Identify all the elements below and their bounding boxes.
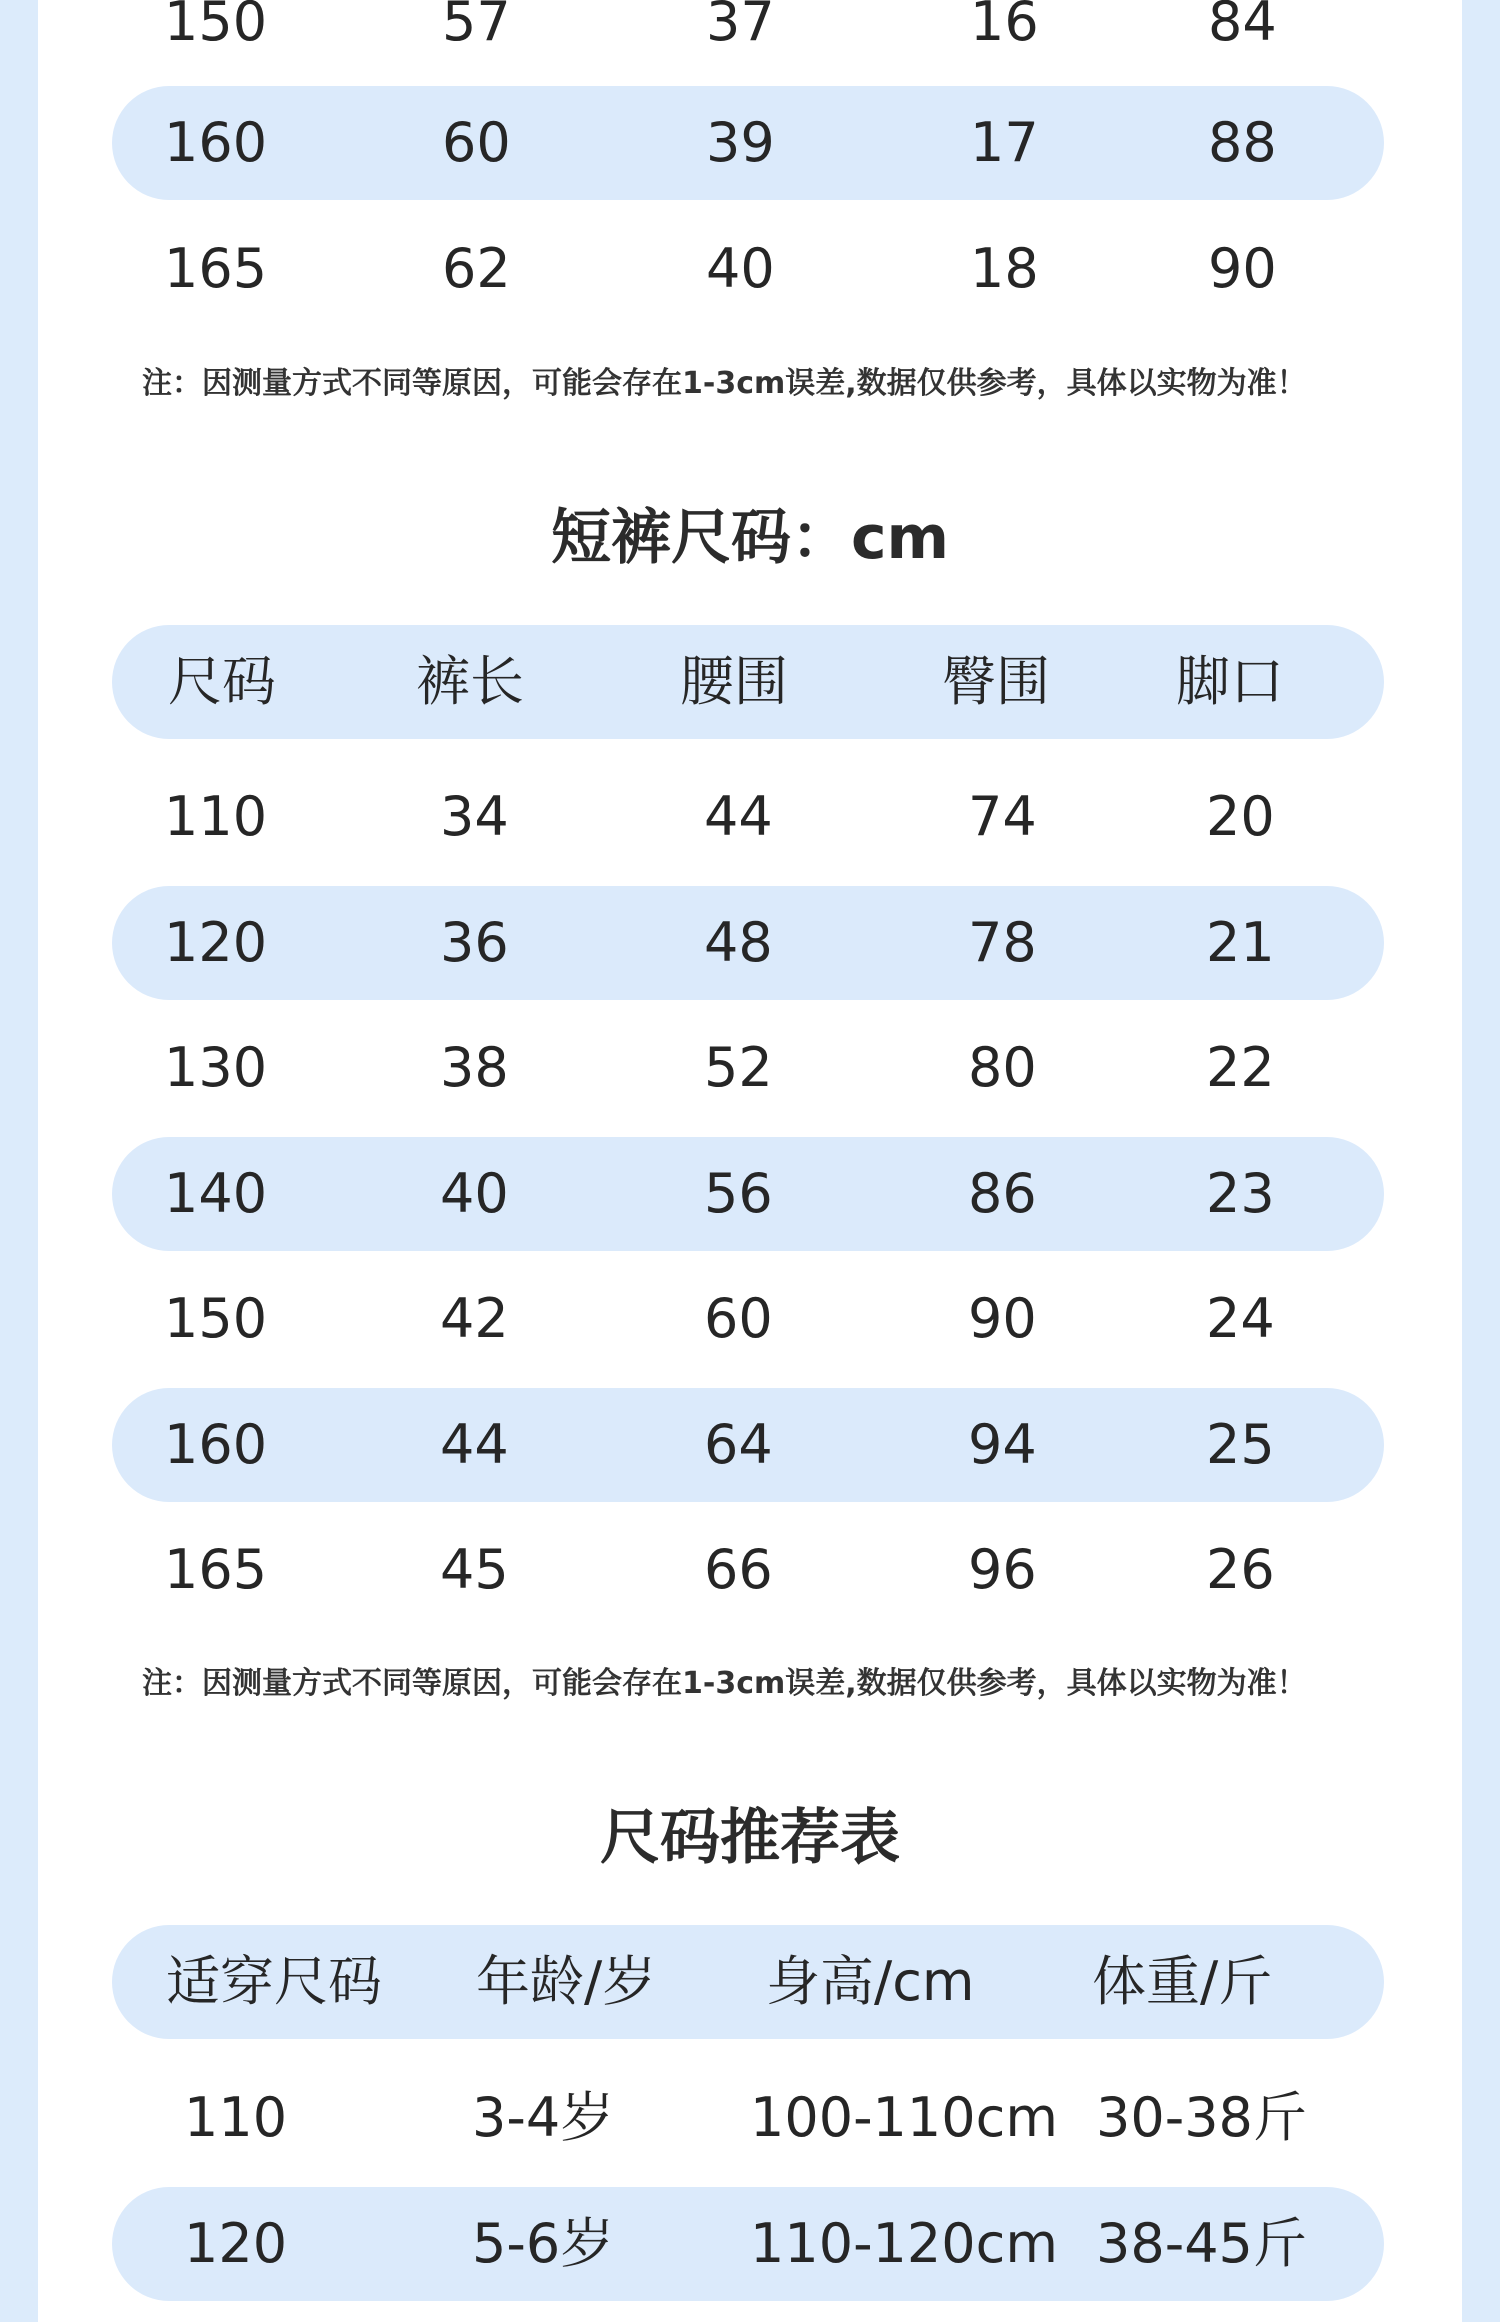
cell-value: 90 (968, 1287, 1037, 1350)
cell-value: 60 (704, 1287, 773, 1350)
cell-value: 21 (1206, 911, 1275, 974)
cell-value: 94 (968, 1413, 1037, 1476)
cell-size: 165 (164, 237, 268, 300)
table-row (112, 1137, 1384, 1251)
cell-size: 160 (164, 111, 268, 174)
cell-size: 140 (164, 1162, 268, 1225)
table-row (112, 886, 1384, 1000)
cell-value: 26 (1206, 1538, 1275, 1601)
table-row (112, 760, 1384, 874)
cell-value: 48 (704, 911, 773, 974)
cell-value: 62 (442, 237, 511, 300)
column-header: 臀围 (942, 650, 1050, 713)
cell-value: 60 (442, 111, 511, 174)
cell-value: 37 (706, 0, 775, 53)
cell-value: 110-120cm (750, 2212, 1058, 2275)
cell-size: 130 (164, 1036, 268, 1099)
table-row (112, 0, 1384, 79)
cell-value: 100-110cm (750, 2086, 1058, 2149)
table-row (112, 2061, 1384, 2175)
cell-value: 5-6岁 (472, 2212, 615, 2275)
cell-value: 23 (1206, 1162, 1275, 1225)
cell-size: 165 (164, 1538, 268, 1601)
cell-value: 45 (440, 1538, 509, 1601)
column-header: 裤长 (416, 650, 524, 713)
cell-value: 39 (706, 111, 775, 174)
cell-value: 96 (968, 1538, 1037, 1601)
cell-value: 18 (970, 237, 1039, 300)
cell-value: 84 (1208, 0, 1277, 53)
cell-size: 160 (164, 1413, 268, 1476)
measurement-note: 注：因测量方式不同等原因，可能会存在1-3cm误差,数据仅供参考，具体以实物为准！ (142, 1666, 1307, 1701)
cell-value: 88 (1208, 111, 1277, 174)
cell-value: 64 (704, 1413, 773, 1476)
cell-value: 42 (440, 1287, 509, 1350)
cell-value: 40 (440, 1162, 509, 1225)
cell-value: 40 (706, 237, 775, 300)
cell-size: 120 (164, 911, 268, 974)
column-header: 年龄/岁 (476, 1950, 657, 2013)
cell-value: 25 (1206, 1413, 1275, 1476)
table-row (112, 212, 1384, 326)
column-header: 腰围 (680, 650, 788, 713)
cell-value: 38-45斤 (1096, 2212, 1307, 2275)
cell-value: 34 (440, 785, 509, 848)
table-row (112, 1011, 1384, 1125)
table-row (112, 86, 1384, 200)
column-header: 脚口 (1176, 650, 1284, 713)
cell-value: 74 (968, 785, 1037, 848)
shorts-size-title: 短裤尺码：cm (550, 503, 950, 573)
column-header: 身高/cm (766, 1950, 975, 2013)
table-row (112, 1388, 1384, 1502)
cell-size: 150 (164, 0, 268, 53)
cell-value: 3-4岁 (472, 2086, 615, 2149)
cell-value: 20 (1206, 785, 1275, 848)
table-row (112, 1513, 1384, 1627)
cell-value: 38 (440, 1036, 509, 1099)
cell-value: 90 (1208, 237, 1277, 300)
cell-value: 36 (440, 911, 509, 974)
cell-value: 66 (704, 1538, 773, 1601)
cell-value: 44 (704, 785, 773, 848)
cell-value: 57 (442, 0, 511, 53)
cell-size: 150 (164, 1287, 268, 1350)
cell-value: 16 (970, 0, 1039, 53)
size-recommendation-title: 尺码推荐表 (600, 1803, 900, 1873)
cell-size: 110 (164, 785, 268, 848)
cell-size: 120 (184, 2212, 288, 2275)
column-header: 适穿尺码 (166, 1950, 382, 2013)
column-header: 尺码 (168, 650, 276, 713)
cell-value: 78 (968, 911, 1037, 974)
measurement-note: 注：因测量方式不同等原因，可能会存在1-3cm误差,数据仅供参考，具体以实物为准！ (142, 366, 1307, 401)
cell-value: 22 (1206, 1036, 1275, 1099)
table-header-row (112, 625, 1384, 739)
cell-value: 86 (968, 1162, 1037, 1225)
table-row (112, 2187, 1384, 2301)
cell-value: 56 (704, 1162, 773, 1225)
cell-value: 17 (970, 111, 1039, 174)
cell-size: 110 (184, 2086, 288, 2149)
column-header: 体重/斤 (1092, 1950, 1273, 2013)
cell-value: 52 (704, 1036, 773, 1099)
cell-value: 24 (1206, 1287, 1275, 1350)
cell-value: 30-38斤 (1096, 2086, 1307, 2149)
cell-value: 44 (440, 1413, 509, 1476)
table-row (112, 1262, 1384, 1376)
table-header-row (112, 1925, 1384, 2039)
cell-value: 80 (968, 1036, 1037, 1099)
